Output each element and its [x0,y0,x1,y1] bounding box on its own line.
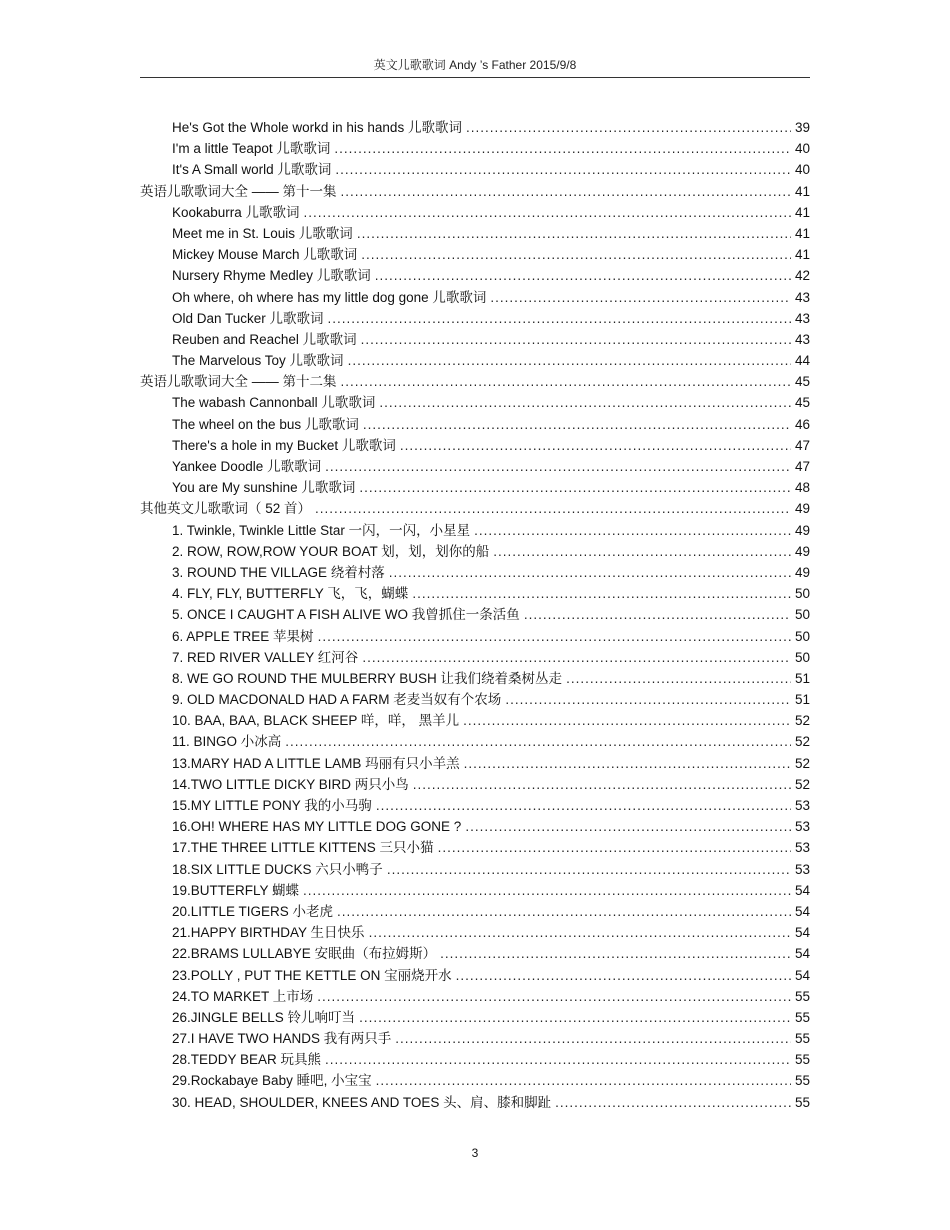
toc-entry-title: 9. OLD MACDONALD HAD A FARM 老麦当奴有个农场 [172,692,502,708]
toc-entry[interactable] [140,329,810,350]
toc-entry-title: Yankee Doodle 儿歌歌词 [172,459,322,474]
dot-leader [555,1092,791,1113]
toc-section-entry[interactable] [140,498,810,519]
toc-entry[interactable] [140,689,810,710]
dot-leader [375,265,791,286]
toc-entry-page: 55 [794,1009,810,1025]
toc-entry-page: 45 [794,374,810,390]
toc-entry[interactable] [140,456,810,477]
toc-entry-title: The wheel on the bus 儿歌歌词 [172,416,359,432]
dot-leader [466,117,791,138]
dot-leader [335,159,791,180]
toc-entry[interactable] [140,202,810,223]
toc-entry[interactable] [140,880,810,901]
toc-entry-page: 55 [794,1094,810,1110]
toc-entry-title: 18.SIX LITTLE DUCKS 六只小鸭子 [172,861,383,877]
toc-entry-title: Old Dan Tucker 儿歌歌词 [172,310,324,326]
toc-entry-page: 53 [794,798,810,813]
toc-entry-page: 42 [794,268,810,284]
toc-entry-page: 53 [794,861,810,877]
toc-entry-page: 49 [794,564,810,580]
toc-entry-page: 55 [794,988,810,1004]
toc-entry-title: There's a hole in my Bucket 儿歌歌词 [172,437,396,453]
toc-entry-page: 39 [794,120,810,135]
dot-leader [325,456,791,477]
toc-entry-title: Reuben and Reachel 儿歌歌词 [172,331,357,347]
toc-entry-title: 英语儿歌歌词大全 —— 第十一集 [140,183,337,199]
dot-leader [362,647,791,668]
toc-entry-title: The Marvelous Toy 儿歌歌词 [172,353,344,369]
toc-entry[interactable] [140,138,810,159]
toc-entry[interactable] [140,647,810,668]
toc-section-entry[interactable] [140,371,810,392]
toc-entry[interactable] [140,986,810,1007]
toc-entry-title: 23.POLLY , PUT THE KETTLE ON 宝丽烧开水 [172,967,452,983]
toc-entry[interactable] [140,668,810,689]
toc-entry[interactable] [140,392,810,413]
dot-leader [304,202,791,223]
dot-leader [440,943,791,964]
dot-leader [505,689,791,710]
toc-entry-page: 46 [794,416,810,432]
toc-entry-title: 30. HEAD, SHOULDER, KNEES AND TOES 头、肩、膝和脚趾 [172,1094,552,1110]
toc-entry[interactable] [140,710,810,731]
toc-entry-page: 41 [794,204,810,220]
toc-entry-title: 英语儿歌歌词大全 —— 第十二集 [140,374,337,390]
toc-entry[interactable] [140,287,810,308]
toc-entry[interactable] [140,1070,810,1091]
toc-entry[interactable] [140,159,810,180]
toc-entry[interactable] [140,1092,810,1113]
toc-entry-title: 8. WE GO ROUND THE MULBERRY BUSH 让我们绕着桑树丛走 [172,670,563,686]
toc-entry-title: 6. APPLE TREE 苹果树 [172,628,314,644]
toc-entry-page: 49 [794,543,810,559]
toc-entry-page: 52 [794,776,810,792]
dot-leader [376,795,791,816]
toc-entry-page: 49 [794,522,810,538]
toc-entry[interactable] [140,922,810,943]
toc-entry-title: 4. FLY, FLY, BUTTERFLY 飞，飞，蝴蝶 [172,586,409,602]
toc-entry-page: 47 [794,459,810,474]
dot-leader [303,880,791,901]
toc-entry[interactable] [140,244,810,265]
toc-entry[interactable] [140,308,810,329]
toc-entry-title: It's A Small world 儿歌歌词 [172,162,332,178]
toc-entry-title: 29.Rockabaye Baby 睡吧, 小宝宝 [172,1073,372,1089]
toc-entry[interactable] [140,265,810,286]
toc-entry[interactable] [140,435,810,456]
toc-entry[interactable] [140,816,810,837]
toc-entry-title: 20.LITTLE TIGERS 小老虎 [172,903,334,919]
toc-entry[interactable] [140,774,810,795]
toc-entry-page: 52 [794,734,810,750]
toc-entry-page: 41 [794,183,810,199]
toc-entry-title: 27.I HAVE TWO HANDS 我有两只手 [172,1031,392,1047]
toc-entry-title: You are My sunshine 儿歌歌词 [172,480,356,496]
toc-entry[interactable] [140,414,810,435]
dot-leader [363,414,791,435]
toc-entry-title: The wabash Cannonball 儿歌歌词 [172,395,376,411]
toc-entry-title: Oh where, oh where has my little dog gone 儿歌歌词 [172,289,487,305]
toc-entry-title: 13.MARY HAD A LITTLE LAMB 玛丽有只小羊羔 [172,755,460,771]
toc-entry-page: 47 [794,437,810,453]
dot-leader [341,371,791,392]
toc-entry-page: 44 [794,353,810,369]
toc-entry-title: Nursery Rhyme Medley 儿歌歌词 [172,268,371,284]
toc-entry[interactable] [140,965,810,986]
toc-entry-page: 54 [794,946,810,962]
toc-entry-title: 22.BRAMS LULLABYE 安眠曲（布拉姆斯） [172,946,437,962]
toc-entry-page: 55 [794,1052,810,1068]
dot-leader [465,816,791,837]
toc-entry-page: 54 [794,882,810,898]
toc-entry[interactable] [140,117,810,138]
toc-entry-title: 19.BUTTERFLY 蝴蝶 [172,882,300,898]
toc-entry-page: 54 [794,925,810,941]
dot-leader [334,138,791,159]
toc-entry[interactable] [140,943,810,964]
toc-entry-title: 10. BAA, BAA, BLACK SHEEP 咩，咩， 黑羊儿 [172,713,460,729]
dot-leader [493,541,791,562]
toc-entry[interactable] [140,901,810,922]
toc-entry-title: Meet me in St. Louis 儿歌歌词 [172,225,353,241]
dot-leader [376,1070,791,1091]
toc-entry-page: 51 [794,670,810,686]
toc-entry[interactable] [140,541,810,562]
dot-leader [357,223,791,244]
toc-entry-page: 43 [794,331,810,347]
dot-leader [400,435,791,456]
toc-entry-title: 11. BINGO 小冰高 [172,734,282,750]
toc-entry-title: 7. RED RIVER VALLEY 红河谷 [172,649,359,665]
dot-leader [395,1028,791,1049]
toc-entry-page: 40 [794,162,810,178]
toc-entry[interactable] [140,626,810,647]
toc-entry-title: 24.TO MARKET 上市场 [172,988,314,1004]
toc-entry-page: 54 [794,967,810,983]
toc-entry-page: 55 [794,1031,810,1047]
toc-entry-page: 41 [794,247,810,263]
toc-entry[interactable] [140,223,810,244]
toc-entry[interactable] [140,562,810,583]
toc-entry[interactable] [140,1028,810,1049]
toc-entry-title: 2. ROW, ROW,ROW YOUR BOAT 划，划，划你的船 [172,543,490,559]
dot-leader [317,986,791,1007]
dot-leader [341,181,791,202]
toc-entry-page: 45 [794,395,810,411]
toc-entry-title: 28.TEDDY BEAR 玩具熊 [172,1052,322,1068]
toc-entry-page: 41 [794,225,810,241]
toc-entry-title: I'm a little Teapot 儿歌歌词 [172,141,331,157]
toc-entry-title: 3. ROUND THE VILLAGE 绕着村落 [172,564,385,580]
dot-leader [369,922,791,943]
toc-entry[interactable] [140,795,810,816]
toc-entry[interactable] [140,859,810,880]
dot-leader [328,308,791,329]
toc-entry-page: 53 [794,819,810,835]
toc-entry[interactable] [140,753,810,774]
toc-entry-title: He's Got the Whole workd in his hands 儿歌歌词 [172,120,462,135]
toc-entry-page: 43 [794,289,810,305]
toc-entry-title: 其他英文儿歌歌词（ 52 首） [140,501,312,517]
toc-entry-page: 54 [794,903,810,919]
toc-entry[interactable] [140,837,810,858]
dot-leader [361,329,791,350]
dot-leader [318,626,791,647]
dot-leader [412,583,791,604]
dot-leader [325,1049,791,1070]
dot-leader [387,859,791,880]
dot-leader [474,520,791,541]
dot-leader [379,392,791,413]
toc-entry-title: Kookaburra 儿歌歌词 [172,204,300,220]
dot-leader [490,287,791,308]
dot-leader [463,710,791,731]
toc-entry[interactable] [140,1007,810,1028]
toc-entry-title: Mickey Mouse March 儿歌歌词 [172,247,358,263]
toc-entry[interactable] [140,477,810,498]
dot-leader [413,774,791,795]
toc-entry-page: 49 [794,501,810,517]
toc-section-entry[interactable] [140,181,810,202]
table-of-contents [140,117,810,1113]
toc-entry-title: 5. ONCE I CAUGHT A FISH ALIVE WO 我曾抓住一条活鱼 [172,607,520,623]
toc-entry-page: 53 [794,840,810,856]
dot-leader [315,498,791,519]
toc-entry-page: 51 [794,692,810,708]
dot-leader [524,604,791,625]
toc-entry[interactable] [140,604,810,625]
toc-entry[interactable] [140,350,810,371]
toc-entry-page: 50 [794,628,810,644]
dot-leader [359,477,791,498]
dot-leader [389,562,791,583]
toc-entry-page: 43 [794,310,810,326]
toc-entry-page: 48 [794,480,810,496]
toc-entry-page: 55 [794,1073,810,1089]
dot-leader [348,350,791,371]
header-rule [140,77,810,78]
toc-entry-page: 50 [794,586,810,602]
dot-leader [438,837,791,858]
dot-leader [456,965,791,986]
toc-entry[interactable] [140,520,810,541]
dot-leader [337,901,791,922]
toc-entry[interactable] [140,1049,810,1070]
toc-entry-title: 26.JINGLE BELLS 铃儿响叮当 [172,1009,356,1025]
toc-entry[interactable] [140,731,810,752]
dot-leader [361,244,791,265]
dot-leader [359,1007,791,1028]
toc-entry-title: 15.MY LITTLE PONY 我的小马驹 [172,798,372,813]
toc-entry-title: 17.THE THREE LITTLE KITTENS 三只小猫 [172,840,434,856]
toc-entry-title: 21.HAPPY BIRTHDAY 生日快乐 [172,925,365,941]
page-header: 英文儿歌歌词 Andy ’s Father 2015/9/8 [373,58,577,72]
toc-entry-title: 1. Twinkle, Twinkle Little Star 一闪，一闪，小星星 [172,522,471,538]
dot-leader [566,668,791,689]
page-number: 3 [471,1146,479,1160]
toc-entry-page: 52 [794,713,810,729]
dot-leader [285,731,791,752]
toc-entry-page: 40 [794,141,810,157]
toc-entry[interactable] [140,583,810,604]
toc-entry-page: 50 [794,649,810,665]
toc-entry-title: 16.OH! WHERE HAS MY LITTLE DOG GONE ? [172,819,462,835]
dot-leader [464,753,791,774]
toc-entry-page: 50 [794,607,810,623]
toc-entry-title: 14.TWO LITTLE DICKY BIRD 两只小鸟 [172,776,409,792]
toc-entry-page: 52 [794,755,810,771]
